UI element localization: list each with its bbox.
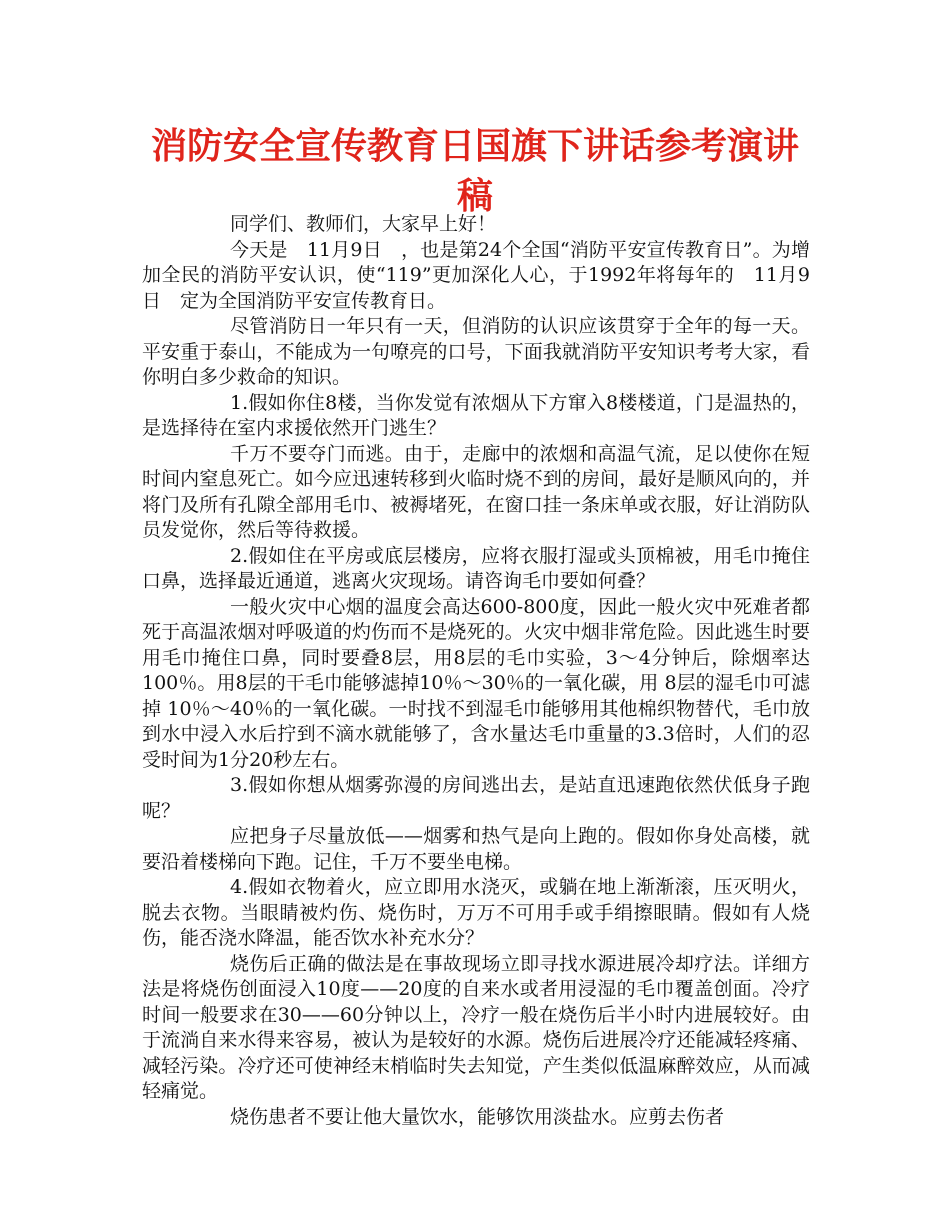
paragraph: 烧伤后正确的做法是在事故现场立即寻找水源进展冷却疗法。详细方法是将烧伤创面浸入10度——20度的自来水或者用浸湿的毛巾覆盖创面。冷疗时间一般要求在30——60分钟以上，冷疗一般在烧伤后半小时内进展较好。由于流淌自来水得来容易，被认为是较好的水源。烧伤后进展冷疗还能减轻疼痛、减轻污染。冷疗还可使神经末梢临时失去知觉，产生类似低温麻醉效应，从而减轻痛觉。 <box>142 952 810 1102</box>
paragraph: 3.假如你想从烟雾弥漫的房间逃出去，是站直迅速跑依然伏低身子跑呢？ <box>142 774 810 822</box>
paragraph: 烧伤患者不要让他大量饮水，能够饮用淡盐水。应剪去伤者 <box>230 1105 725 1128</box>
paragraph: 1.假如你住8楼，当你发觉有浓烟从下方窜入8楼楼道，门是温热的，是选择待在室内求援依然开门逃生？ <box>142 391 810 439</box>
paragraph: 尽管消防日一年只有一天，但消防的认识应该贯穿于全年的每一天。平安重于泰山，不能成为一句嘹亮的口号，下面我就消防平安知识考考大家，看你明白多少救命的知识。 <box>142 315 810 388</box>
document-title: 消防安全宣传教育日国旗下讲话参考演讲稿 <box>150 126 799 217</box>
paragraph: 今天是 11月9日 ，也是第24个全国“消防平安宣传教育日”。为增加全民的消防平安认识，使“119”更加深化人心，于1992年将每年的 11月9日 定为全国消防平安宣传教育日。 <box>142 238 810 312</box>
paragraph: 千万不要夺门而逃。由于，走廊中的浓烟和高温气流，足以使你在短时间内窒息死亡。如今应迅速转移到火临时烧不到的房间，最好是顺风向的，并将门及所有孔隙全部用毛巾、被褥堵死，在窗口挂一条床单或衣服，好让消防队员发觉你，然后等待救援。 <box>142 442 810 541</box>
paragraph: 应把身子尽量放低——烟雾和热气是向上跑的。假如你身处高楼，就要沿着楼梯向下跑。记住，千万不要坐电梯。 <box>142 825 810 873</box>
paragraph: 4.假如衣物着火，应立即用水浇灭，或躺在地上渐渐滚，压灭明火，脱去衣物。当眼睛被灼伤、烧伤时，万万不可用手或手绢擦眼睛。假如有人烧伤，能否浇水降温，能否饮水补充水分？ <box>142 876 810 949</box>
paragraph: 2.假如住在平房或底层楼房，应将衣服打湿或头顶棉被，用毛巾掩住口鼻，选择最近通道，逃离火灾现场。请咨询毛巾要如何叠？ <box>142 544 810 592</box>
document-body <box>142 212 810 1130</box>
paragraph: 一般火灾中心烟的温度会高达600-800度，因此一般火灾中死难者都死于高温浓烟对呼吸道的灼伤而不是烧死的。火灾中烟非常危险。因此逃生时要用毛巾掩住口鼻，同时要叠8层，用8层的毛巾实验，3～4分钟后，除烟率达100％。用8层的干毛巾能够滤掉10％～30％的一氧化碳，用 8层的湿毛巾可滤掉 10％～40％的一氧化碳。一时找不到湿毛巾能够用其他棉织物替代，毛巾放到水中浸入水后拧到不滴水就能够了，含水量达毛巾重量的3.3倍时，人们的忍受时间为1分20秒左右。 <box>142 595 810 771</box>
paragraph: 同学们、教师们，大家早上好！ <box>230 213 497 235</box>
